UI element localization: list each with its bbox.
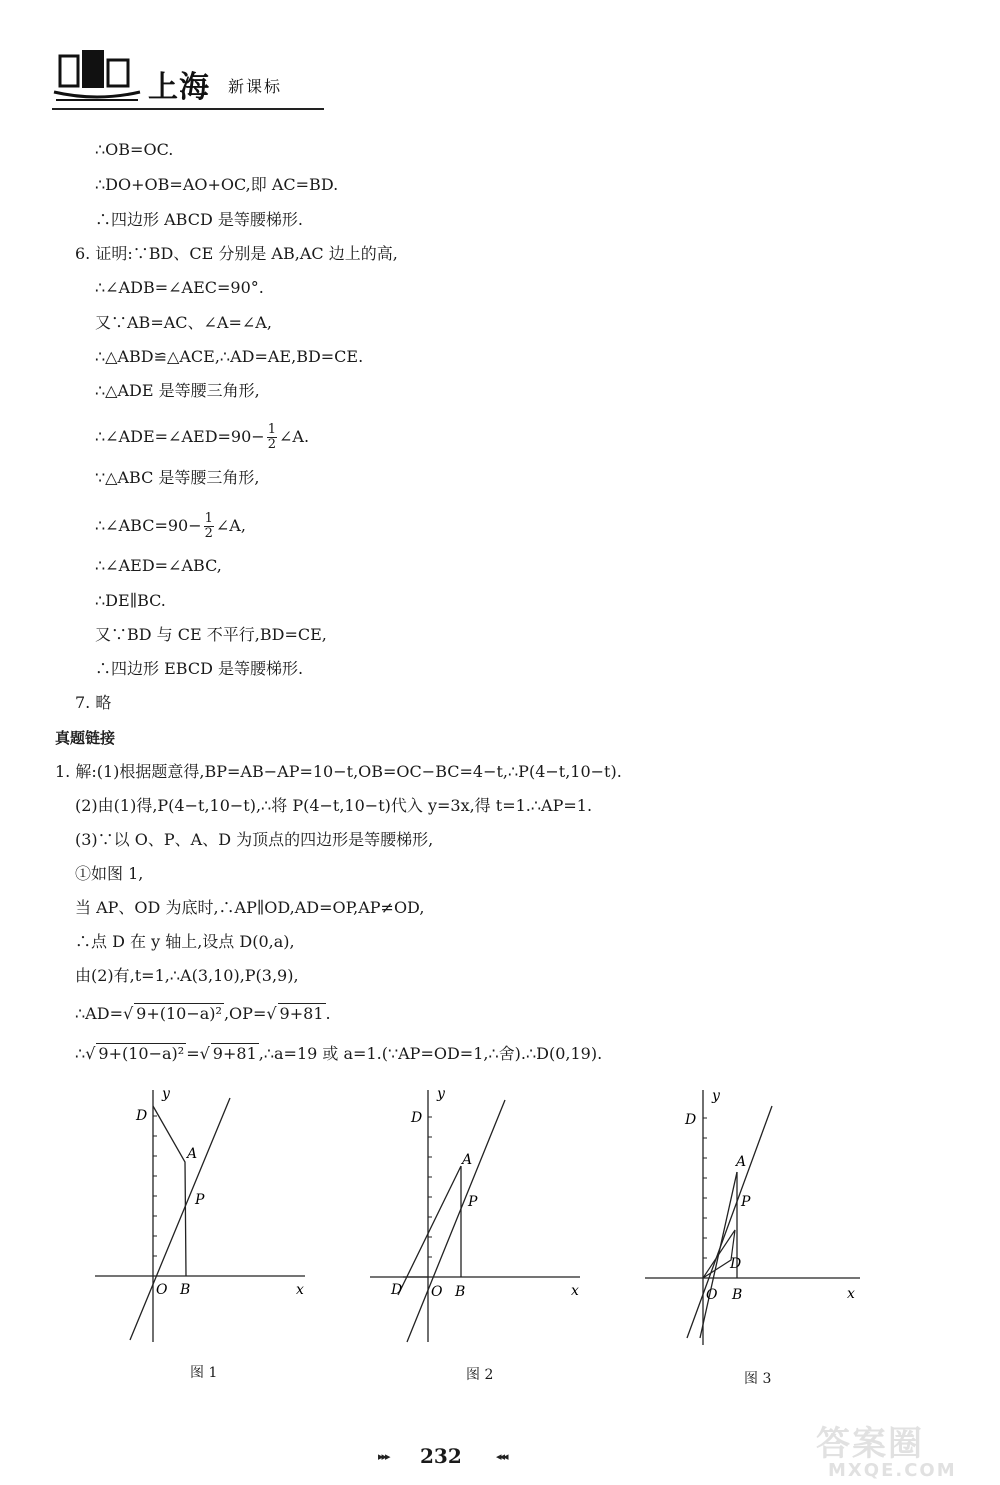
- watermark-domain: MXQE.COM: [828, 1460, 957, 1481]
- axis-label-y: y: [437, 1086, 445, 1102]
- text-fragment: ∴: [75, 1044, 86, 1063]
- point-label-A: A: [462, 1152, 473, 1168]
- text-line: ∴△ABD≌△ACE,∴AD=AE,BD=CE.: [95, 347, 364, 366]
- figure-caption: 图 1: [190, 1365, 218, 1381]
- point-label-D: D: [136, 1108, 148, 1124]
- fraction-numerator: 1: [267, 422, 276, 437]
- page-arrows-left: ▸▸▸: [378, 1450, 389, 1463]
- text-line: 当 AP、OD 为底时,∴AP∥OD,AD=OP,AP≠OD,: [75, 898, 425, 917]
- text-line: 7. 略: [75, 693, 112, 712]
- line-y-3x: [130, 1098, 230, 1340]
- point-label-A: A: [736, 1154, 747, 1170]
- watermark: [816, 1416, 992, 1482]
- figure-1: [90, 1080, 320, 1380]
- fraction: [267, 423, 277, 452]
- text-fragment: ∴AD=: [75, 1004, 123, 1023]
- text-line: ∴△ADE 是等腰三角形,: [95, 381, 260, 400]
- axis-label-y: y: [712, 1088, 720, 1104]
- text-fragment: ∠A.: [278, 427, 310, 446]
- watermark-text: 答案圈: [816, 1424, 924, 1464]
- radical-sign: √: [122, 1004, 134, 1023]
- quadrilateral-edges: [153, 1106, 186, 1276]
- point-label-B: B: [732, 1287, 743, 1303]
- radicand: 9+(10−a)²: [136, 1004, 222, 1023]
- math-line: [75, 1043, 602, 1064]
- text-line: ∴四边形 EBCD 是等腰梯形.: [95, 659, 304, 678]
- page-header: [52, 44, 324, 114]
- page-number: 232: [420, 1444, 462, 1468]
- text-line: (2)由(1)得,P(4−t,10−t),∴将 P(4−t,10−t)代入 y=3x,得 t=1.∴AP=1.: [75, 796, 593, 815]
- text-line: 又∵BD 与 CE 不平行,BD=CE,: [95, 625, 327, 644]
- text-fragment: ∴∠ADE=∠AED=90−: [95, 427, 265, 446]
- text-fragment: ∠A,: [215, 516, 246, 535]
- radicand: 9+(10−a)²: [98, 1044, 185, 1063]
- point-label-P: P: [741, 1194, 751, 1210]
- text-line: ∵△ABC 是等腰三角形,: [95, 468, 260, 487]
- line-y-3x: [407, 1100, 505, 1342]
- radical-sign: √: [199, 1044, 210, 1063]
- fraction: [204, 512, 214, 541]
- text-fragment: =: [186, 1044, 200, 1063]
- radical-sign: √: [85, 1044, 96, 1063]
- figure-2: [365, 1080, 595, 1380]
- figure-3: [640, 1080, 870, 1380]
- header-rule: [52, 108, 324, 110]
- text-line: ∴DO+OB=AO+OC,即 AC=BD.: [95, 175, 339, 194]
- point-label-B: B: [455, 1284, 466, 1300]
- radical-sign: √: [266, 1004, 277, 1023]
- book-logo-icon: [52, 46, 142, 108]
- point-label-B: B: [180, 1282, 191, 1298]
- axis-label-y: y: [162, 1086, 170, 1102]
- page-arrows-right: ◂◂◂: [496, 1450, 507, 1463]
- point-label-O: O: [156, 1282, 168, 1298]
- text-line: 又∵AB=AC、∠A=∠A,: [95, 313, 272, 332]
- math-line: [95, 512, 246, 541]
- figure-caption: 图 2: [466, 1367, 494, 1383]
- text-line: 由(2)有,t=1,∴A(3,10),P(3,9),: [75, 966, 299, 985]
- axis-label-x: x: [571, 1283, 579, 1299]
- point-label-O: O: [706, 1287, 718, 1303]
- text-line: ∴OB=OC.: [95, 140, 174, 159]
- point-label-A: A: [187, 1146, 198, 1162]
- text-fragment: ∴∠ABC=90−: [95, 516, 202, 535]
- section-title: 真题链接: [55, 729, 116, 747]
- point-label-P: P: [468, 1194, 478, 1210]
- math-line: [75, 1003, 331, 1024]
- point-label-D: D: [411, 1110, 423, 1126]
- text-fragment: ,∴a=19 或 a=1.(∵AP=OD=1,∴舍).∴D(0,19).: [258, 1044, 603, 1063]
- point-label-D2: D: [391, 1282, 403, 1298]
- math-line: [95, 423, 309, 452]
- point-label-P: P: [195, 1192, 205, 1208]
- point-label-O: O: [431, 1284, 443, 1300]
- text-line: ∴∠AED=∠ABC,: [95, 556, 222, 575]
- text-line: 6. 证明:∵BD、CE 分别是 AB,AC 边上的高,: [75, 244, 398, 263]
- point-label-D: D: [685, 1112, 697, 1128]
- text-line: ∴DE∥BC.: [95, 591, 166, 610]
- axis-label-x: x: [296, 1282, 304, 1298]
- fraction-denominator: 2: [204, 526, 213, 541]
- radicand: 9+81: [279, 1004, 324, 1023]
- radicand: 9+81: [212, 1044, 257, 1063]
- text-line: ①如图 1,: [75, 864, 144, 883]
- text-fragment: .: [325, 1004, 331, 1023]
- text-fragment: ,OP=: [223, 1004, 267, 1023]
- axis-label-x: x: [847, 1286, 855, 1302]
- header-subtitle: 新课标: [228, 77, 283, 96]
- text-line: ∴四边形 ABCD 是等腰梯形.: [95, 210, 303, 229]
- line-y-3x: [687, 1106, 772, 1338]
- text-line: ∴点 D 在 y 轴上,设点 D(0,a),: [75, 932, 295, 951]
- point-label-D2: D: [730, 1256, 742, 1272]
- figure-caption: 图 3: [744, 1371, 772, 1387]
- header-title: 上海: [148, 70, 210, 105]
- fraction-denominator: 2: [267, 437, 276, 452]
- fraction-numerator: 1: [204, 511, 213, 526]
- text-line: 1. 解:(1)根据题意得,BP=AB−AP=10−t,OB=OC−BC=4−t,∴P(4−t,10−t).: [55, 762, 622, 781]
- text-line: (3)∵以 O、P、A、D 为顶点的四边形是等腰梯形,: [75, 830, 434, 849]
- text-line: ∴∠ADB=∠AEC=90°.: [95, 278, 264, 297]
